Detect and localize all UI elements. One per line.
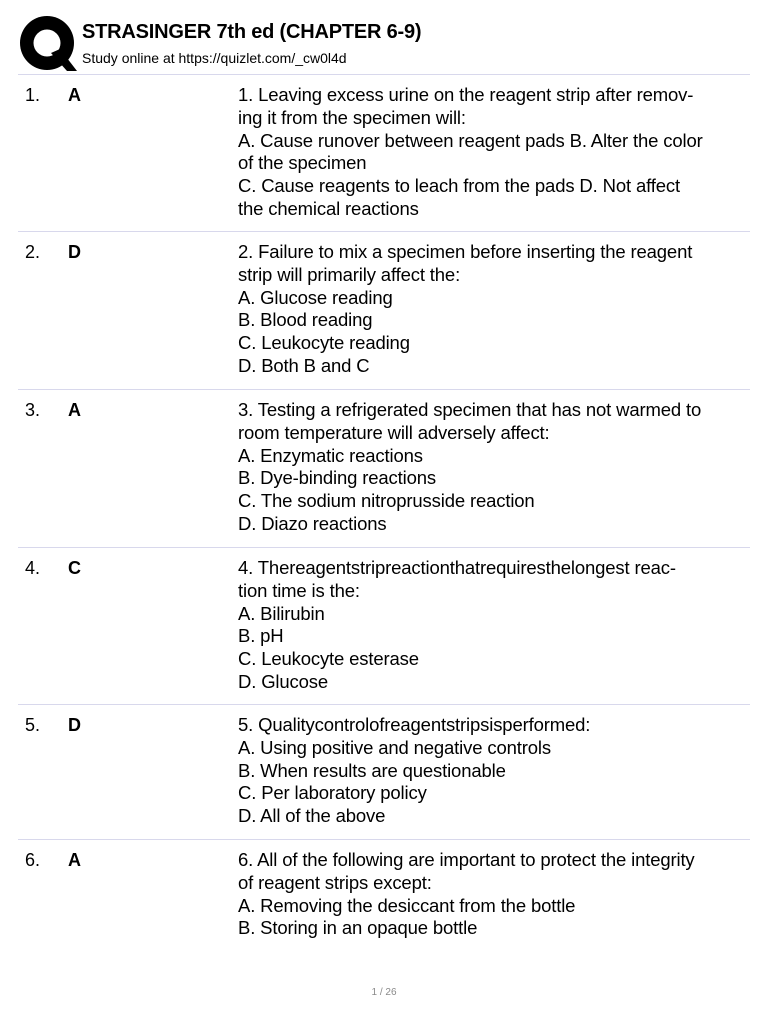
question-line: 4. Thereagentstripreactionthatrequiresthelongest reac-: [238, 557, 676, 578]
question-line: D. Both B and C: [238, 354, 370, 376]
question-line: 2. Failure to mix a specimen before inserting the reagent: [238, 241, 693, 262]
card-question: [238, 232, 743, 378]
card-answer: A: [68, 850, 81, 870]
flashcard-row: [18, 389, 750, 547]
question-line: ing it from the specimen will:: [238, 106, 466, 128]
flashcard-row: [18, 704, 750, 839]
flashcard-row: [18, 231, 750, 389]
page-indicator: 1 / 26: [371, 987, 397, 998]
question-line: C. Leukocyte reading: [238, 332, 410, 354]
card-number: 6.: [25, 850, 41, 870]
question-line: of reagent strips except:: [238, 871, 432, 893]
page-subtitle: Study online at https://quizlet.com/_cw0l4d: [82, 50, 347, 66]
card-number: 3.: [25, 400, 41, 420]
question-line: B. Blood reading: [238, 309, 373, 331]
question-line: strip will primarily affect the:: [238, 263, 461, 285]
question-line: A. Bilirubin: [238, 602, 325, 624]
card-number: 2.: [25, 242, 41, 262]
question-line: B. Storing in an opaque bottle: [238, 917, 478, 939]
question-line: 3. Testing a refrigerated specimen that has not warmed to: [238, 399, 702, 420]
question-line: D. Diazo reactions: [238, 512, 387, 534]
card-answer: C: [68, 558, 81, 578]
card-number: 1.: [25, 85, 41, 105]
question-line: of the specimen: [238, 152, 367, 174]
question-line: A. Cause runover between reagent pads B. Alter the color: [238, 129, 703, 151]
question-line: C. Leukocyte esterase: [238, 648, 419, 670]
question-line: D. Glucose: [238, 670, 329, 692]
question-line: A. Glucose reading: [238, 286, 393, 308]
question-line: 1. Leaving excess urine on the reagent strip after remov-: [238, 84, 694, 105]
card-question: [238, 390, 743, 536]
question-line: B. pH: [238, 625, 284, 647]
question-line: D. All of the above: [238, 805, 386, 827]
card-number: 5.: [25, 715, 41, 735]
card-number: 4.: [25, 558, 41, 578]
question-line: C. The sodium nitroprusside reaction: [238, 490, 535, 512]
card-question: [238, 75, 743, 221]
quizlet-logo-icon: [20, 16, 78, 74]
flashcard-row: [18, 839, 750, 950]
question-line: B. Dye-binding reactions: [238, 467, 436, 489]
card-question: [238, 840, 743, 940]
card-question: [238, 548, 743, 694]
question-line: B. When results are questionable: [238, 759, 506, 781]
question-line: A. Using positive and negative controls: [238, 736, 551, 758]
flashcard-list: [0, 74, 768, 950]
card-answer: D: [68, 242, 81, 262]
document-header: [0, 0, 768, 74]
card-question: [238, 705, 743, 828]
question-line: C. Per laboratory policy: [238, 782, 427, 804]
question-line: the chemical reactions: [238, 197, 419, 219]
flashcard-row: [18, 547, 750, 704]
question-line: 6. All of the following are important to protect the integrity: [238, 849, 695, 870]
question-line: A. Removing the desiccant from the bottle: [238, 894, 576, 916]
question-line: room temperature will adversely affect:: [238, 421, 550, 443]
flashcard-row: [18, 74, 750, 231]
question-line: C. Cause reagents to leach from the pads D. Not affect: [238, 175, 680, 197]
question-line: 5. Qualitycontrolofreagentstripsisperformed:: [238, 714, 591, 735]
card-answer: A: [68, 400, 81, 420]
card-answer: D: [68, 715, 81, 735]
question-line: A. Enzymatic reactions: [238, 444, 423, 466]
page-title: STRASINGER 7th ed (CHAPTER 6-9): [82, 21, 422, 43]
card-answer: A: [68, 85, 81, 105]
question-line: tion time is the:: [238, 579, 360, 601]
